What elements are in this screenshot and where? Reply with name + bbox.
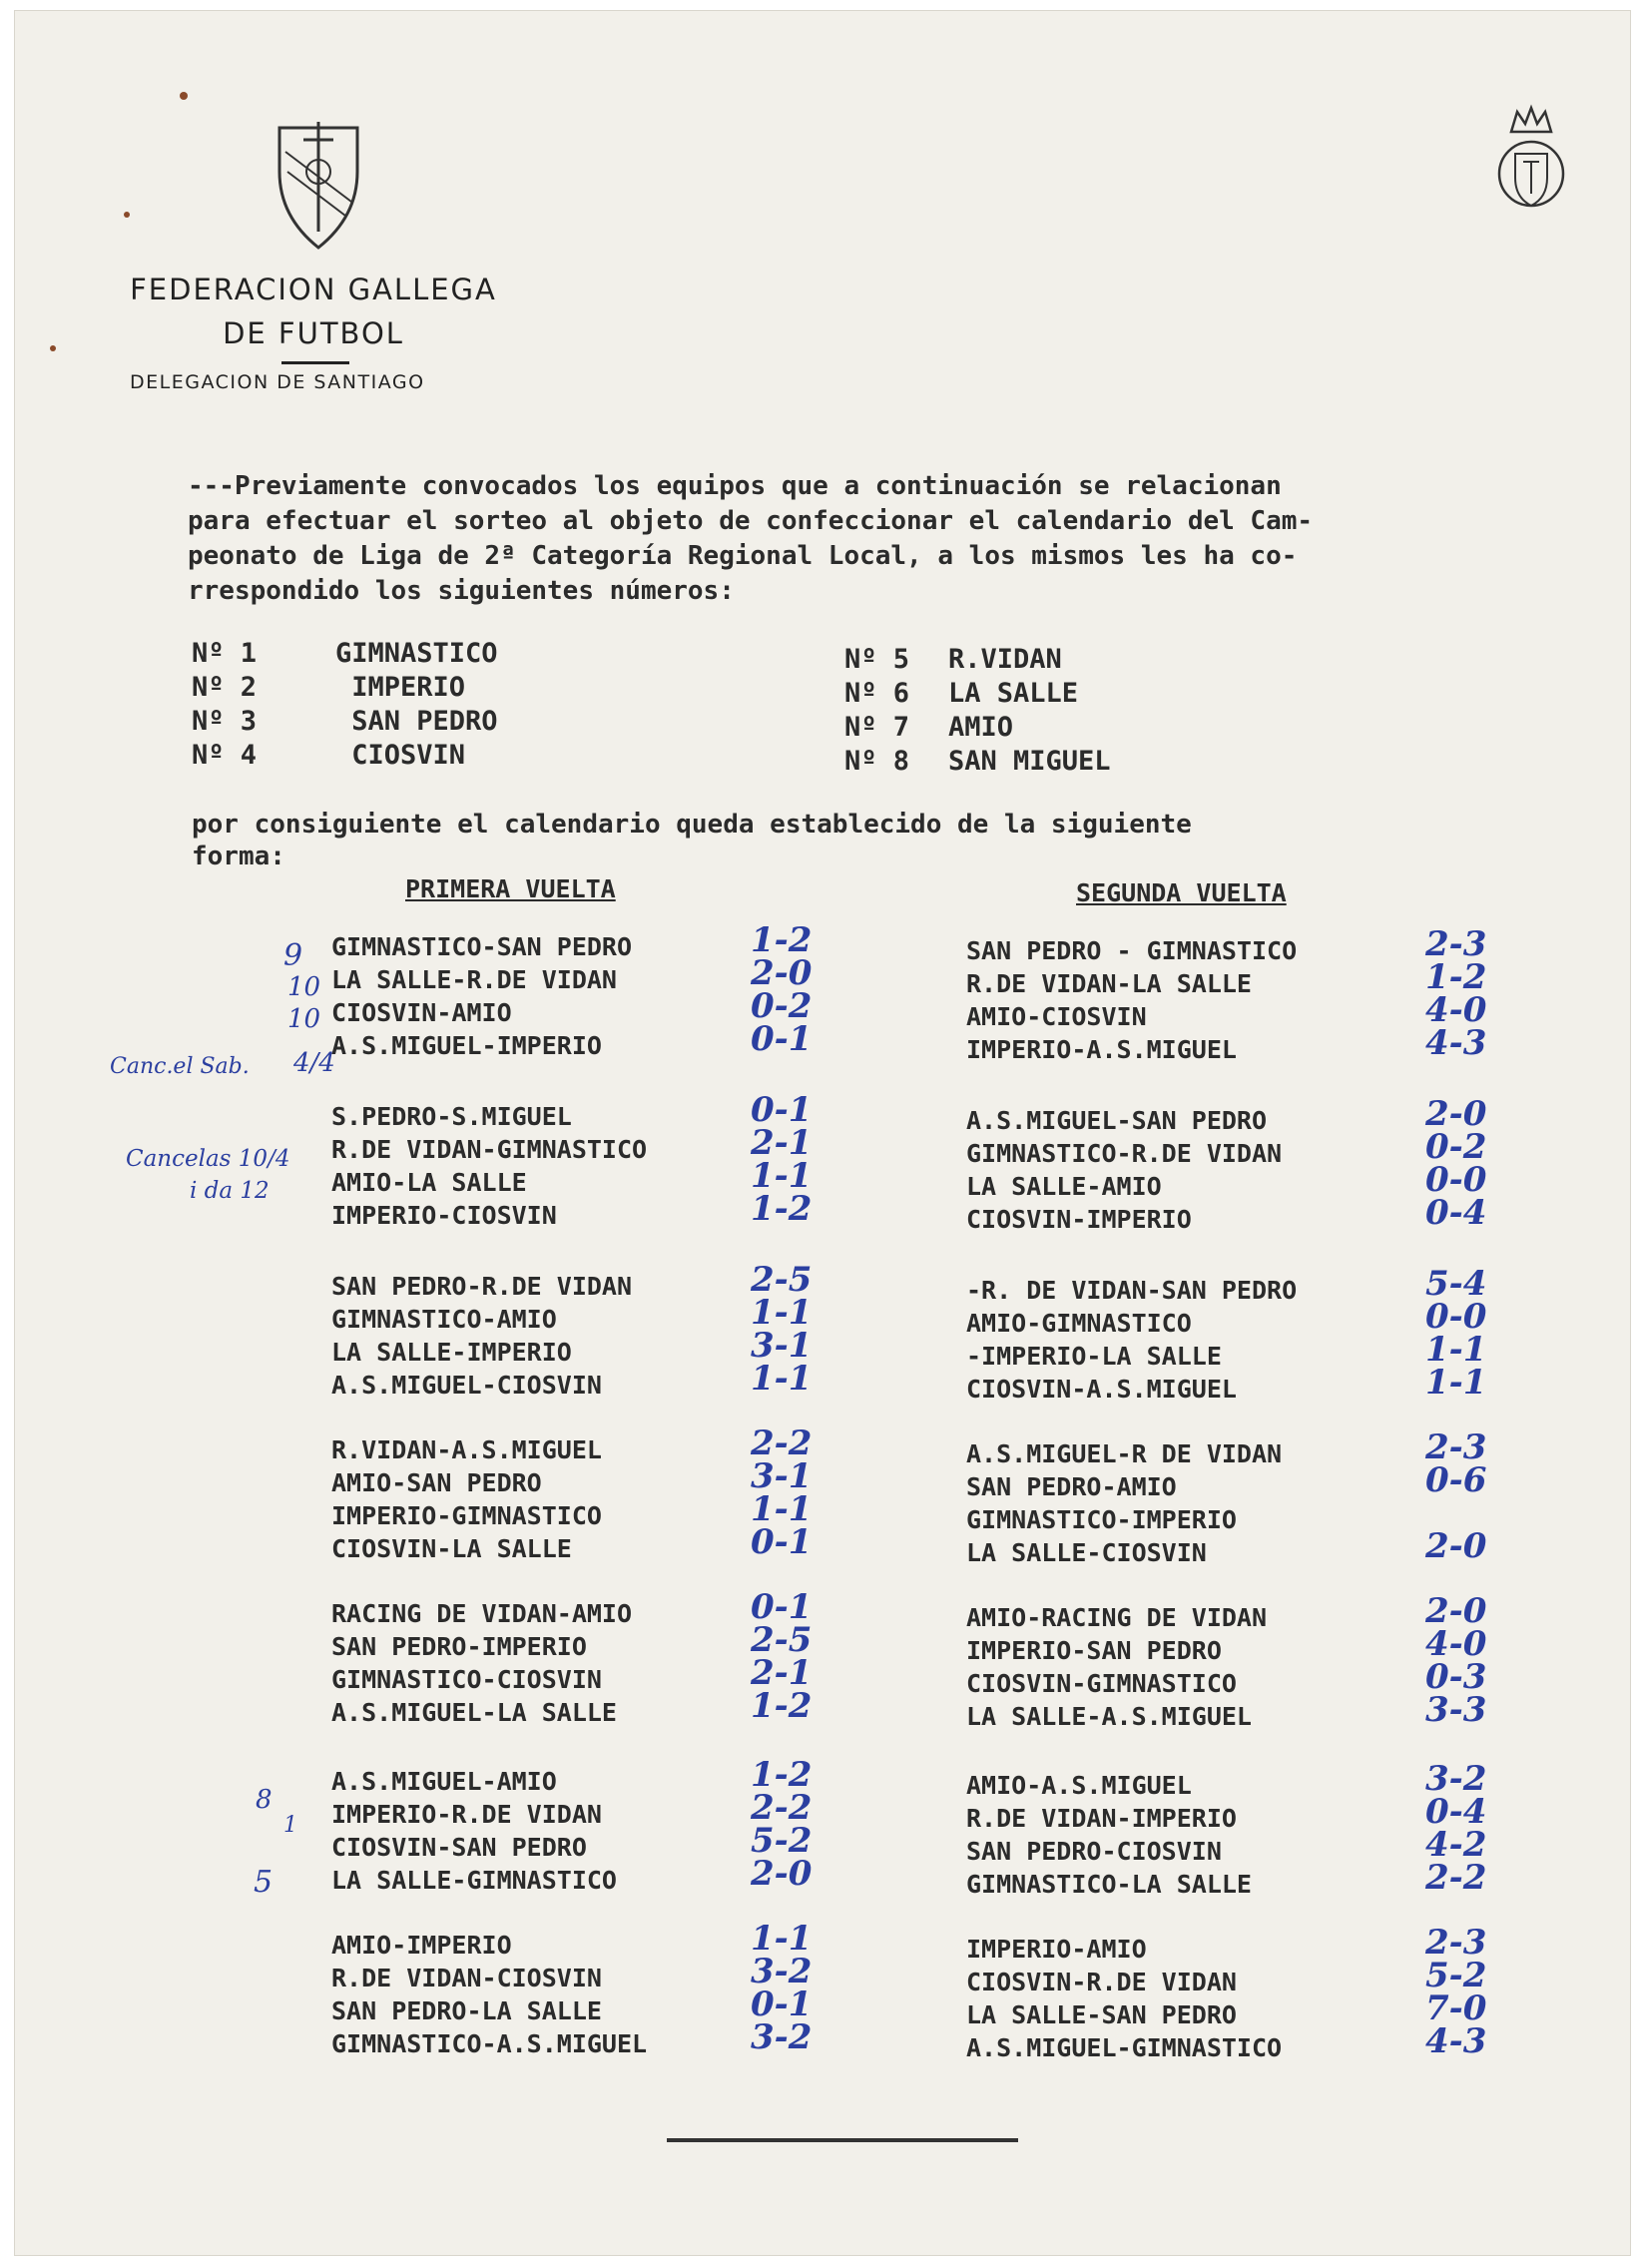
consiguiente-line: forma: [192, 842, 285, 871]
fixture-row [331, 1755, 813, 1798]
fixture-row [966, 1591, 1487, 1634]
margin-date-number: 9 [283, 938, 303, 973]
fixture-score: 2-3 [1425, 1427, 1487, 1467]
team-number: Nº 8 [844, 746, 910, 777]
fixture-round [966, 1759, 1487, 1901]
fixture-score: 5-4 [1425, 1264, 1487, 1304]
margin-date-number: 1 [283, 1813, 297, 1838]
fixture-round [331, 1755, 813, 1897]
team-number: Nº 3 [192, 706, 258, 737]
fixture-match: A.S.MIGUEL-R DE VIDAN [966, 1439, 1283, 1468]
fixture-match: R.DE VIDAN-LA SALLE [966, 969, 1252, 998]
team-numbers-left [192, 637, 498, 773]
fixture-score: 0-3 [1425, 1657, 1487, 1697]
fixture-match: AMIO-RACING DE VIDAN [966, 1603, 1268, 1632]
fixture-row [966, 924, 1487, 967]
fixture-round [966, 1094, 1487, 1236]
fixture-row [966, 990, 1487, 1033]
fixture-row [331, 1423, 813, 1466]
fixture-score: 1-2 [1425, 957, 1487, 997]
fixture-match: CIOSVIN-AMIO [331, 998, 512, 1027]
fixture-score: 2-2 [751, 1788, 813, 1828]
fixture-round [966, 1427, 1487, 1569]
margin-cancellation-note: Cancelas 10/4 [126, 1146, 290, 1172]
fixture-score: 0-4 [1425, 1792, 1487, 1832]
fixture-score: 0-1 [751, 1522, 813, 1562]
margin-date-number: 8 [256, 1785, 273, 1815]
fixture-row [331, 1821, 813, 1864]
fixture-match: AMIO-SAN PEDRO [331, 1468, 542, 1497]
fixture-score: 0-4 [1425, 1193, 1487, 1233]
fixture-score: 4-3 [1425, 1023, 1487, 1063]
fixture-score: 5-2 [1425, 1956, 1487, 1995]
fixture-row [331, 1919, 813, 1962]
fixture-match: A.S.MIGUEL-GIMNASTICO [966, 2033, 1283, 2062]
fixture-score: 1-1 [1425, 1363, 1487, 1403]
fixture-match: A.S.MIGUEL-AMIO [331, 1767, 557, 1796]
fixture-match: SAN PEDRO-R.DE VIDAN [331, 1272, 633, 1301]
team-name: GIMNASTICO [335, 638, 498, 669]
fixture-match: AMIO-LA SALLE [331, 1168, 527, 1197]
fixture-row [966, 1988, 1487, 2031]
fixture-row [966, 1330, 1487, 1373]
fixture-score: 4-0 [1425, 1624, 1487, 1664]
fixture-row [966, 1160, 1487, 1203]
margin-date-number: 10 [287, 972, 321, 1002]
fixture-score: 0-1 [751, 1019, 813, 1059]
fixture-row [331, 1260, 813, 1303]
fixture-round [331, 1090, 813, 1232]
team-name: IMPERIO [335, 672, 466, 703]
fixture-score: 2-0 [751, 1854, 813, 1894]
team-name: R.VIDAN [948, 644, 1062, 675]
fixture-score: 0-1 [751, 1587, 813, 1627]
fixture-match: GIMNASTICO-LA SALLE [966, 1870, 1252, 1899]
fixture-row [331, 1189, 813, 1232]
intro-line: para efectuar el sorteo al objeto de confeccionar el calendario del Cam- [188, 506, 1314, 536]
margin-cancellation-note: i da 12 [190, 1178, 270, 1204]
closing-rule [667, 2138, 1018, 2142]
fixture-match: CIOSVIN-IMPERIO [966, 1205, 1192, 1234]
team-name: SAN PEDRO [335, 706, 498, 737]
team-number-row [844, 711, 1111, 745]
fixture-match: A.S.MIGUEL-LA SALLE [331, 1698, 617, 1727]
consiguiente-paragraph [192, 809, 1192, 872]
fixture-row [966, 957, 1487, 1000]
stain-mark [180, 92, 188, 100]
team-number-row [192, 671, 498, 705]
royal-crown-crest-logo [1493, 102, 1569, 214]
margin-date-number: 5 [254, 1865, 274, 1900]
fixture-match: RACING DE VIDAN-AMIO [331, 1599, 633, 1628]
fixture-match: IMPERIO-SAN PEDRO [966, 1636, 1222, 1665]
fixture-row [966, 1657, 1487, 1700]
fixture-match: CIOSVIN-A.S.MIGUEL [966, 1375, 1237, 1404]
fixture-score: 2-3 [1425, 924, 1487, 964]
fixture-score: 2-2 [751, 1423, 813, 1463]
fixture-score: 3-1 [751, 1326, 813, 1366]
intro-line: rrespondido los siguientes números: [188, 576, 735, 606]
fixture-round [966, 924, 1487, 1066]
fixture-match: LA SALLE-CIOSVIN [966, 1538, 1207, 1567]
primera-vuelta-header: PRIMERA VUELTA [405, 874, 616, 903]
fixture-row [966, 1526, 1487, 1569]
federation-name [114, 268, 513, 355]
fixture-score: 2-5 [751, 1260, 813, 1300]
fixture-row [966, 1264, 1487, 1307]
fixture-match: R.DE VIDAN-GIMNASTICO [331, 1135, 648, 1164]
fixture-row [331, 1620, 813, 1663]
fixture-score: 4-2 [1425, 1825, 1487, 1865]
fixture-row [966, 1503, 1282, 1536]
fixture-row [966, 1956, 1487, 1998]
intro-line: ---Previamente convocados los equipos que a continuación se relacionan [188, 471, 1282, 501]
team-number-row [192, 739, 498, 773]
fixture-round [966, 1591, 1487, 1733]
fixture-row [966, 1624, 1487, 1667]
fixture-score: 3-1 [751, 1456, 813, 1496]
fixture-row [331, 1326, 813, 1369]
fixture-row [331, 2017, 813, 2060]
fixture-row [331, 1489, 813, 1532]
fixture-score: 0-0 [1425, 1160, 1487, 1200]
team-number-row [844, 745, 1111, 779]
fixture-score: 2-5 [751, 1620, 813, 1660]
fixture-score: 1-2 [751, 920, 813, 960]
fixture-score: 0-2 [1425, 1127, 1487, 1167]
fixture-row [966, 1460, 1487, 1503]
fixture-match: LA SALLE-SAN PEDRO [966, 2000, 1237, 2029]
fixture-match: R.DE VIDAN-IMPERIO [966, 1804, 1237, 1833]
fixture-match: IMPERIO-R.DE VIDAN [331, 1800, 602, 1829]
fixture-match: A.S.MIGUEL-SAN PEDRO [966, 1106, 1268, 1135]
fixture-match: GIMNASTICO-A.S.MIGUEL [331, 2029, 648, 2058]
team-name: SAN MIGUEL [948, 746, 1111, 777]
fixture-score: 1-1 [751, 1489, 813, 1529]
federation-shield-logo [275, 122, 361, 252]
federation-name-line2: DE FUTBOL [223, 316, 404, 350]
fixture-row [966, 1193, 1487, 1236]
fixture-score: 0-6 [1425, 1460, 1487, 1500]
fixture-match: GIMNASTICO-AMIO [331, 1305, 557, 1334]
fixture-match: GIMNASTICO-CIOSVIN [331, 1665, 602, 1694]
fixture-round [331, 1587, 813, 1729]
fixture-match: LA SALLE-GIMNASTICO [331, 1866, 617, 1895]
fixture-match: AMIO-IMPERIO [331, 1931, 512, 1960]
fixture-score: 1-1 [1425, 1330, 1487, 1370]
fixture-score: 2-0 [1425, 1591, 1487, 1631]
fixture-match: GIMNASTICO-IMPERIO [966, 1505, 1237, 1534]
fixture-match: AMIO-A.S.MIGUEL [966, 1771, 1192, 1800]
fixture-match: AMIO-CIOSVIN [966, 1002, 1147, 1031]
team-number: Nº 2 [192, 672, 258, 703]
fixture-row [331, 1587, 813, 1630]
fixture-match: IMPERIO-CIOSVIN [331, 1201, 557, 1230]
federation-name-line1: FEDERACION GALLEGA [130, 273, 497, 306]
fixture-score: 7-0 [1425, 1988, 1487, 2028]
fixture-match: LA SALLE-IMPERIO [331, 1338, 572, 1367]
fixture-match: R.VIDAN-A.S.MIGUEL [331, 1435, 602, 1464]
fixture-score: 2-2 [1425, 1858, 1487, 1898]
fixture-row [331, 986, 813, 1029]
fixture-score: 0-0 [1425, 1297, 1487, 1337]
fixture-score: 1-1 [751, 1359, 813, 1399]
team-number: Nº 6 [844, 678, 910, 709]
fixture-row [966, 1363, 1487, 1406]
fixture-match: CIOSVIN-LA SALLE [331, 1534, 572, 1563]
fixture-round [331, 1423, 813, 1565]
fixture-match: CIOSVIN-SAN PEDRO [331, 1833, 587, 1862]
segunda-vuelta-header: SEGUNDA VUELTA [1076, 878, 1287, 907]
fixture-match: IMPERIO-A.S.MIGUEL [966, 1035, 1237, 1064]
fixture-match: -R. DE VIDAN-SAN PEDRO [966, 1276, 1298, 1305]
fixture-match: SAN PEDRO-IMPERIO [331, 1632, 587, 1661]
fixture-match: GIMNASTICO-SAN PEDRO [331, 932, 633, 961]
fixture-row [966, 1792, 1487, 1835]
fixture-row [966, 1825, 1487, 1868]
fixture-match: -IMPERIO-LA SALLE [966, 1342, 1222, 1371]
fixture-match: LA SALLE-A.S.MIGUEL [966, 1702, 1252, 1731]
intro-paragraph [188, 469, 1617, 609]
fixture-row [966, 1858, 1487, 1901]
letterhead-divider [281, 361, 349, 364]
margin-date-number: 10 [287, 1004, 321, 1034]
team-number-row [192, 705, 498, 739]
fixture-row [331, 1686, 813, 1729]
fixture-row [966, 1297, 1487, 1340]
fixture-row [331, 1359, 813, 1402]
fixture-match: SAN PEDRO - GIMNASTICO [966, 936, 1298, 965]
fixture-score: 0-2 [751, 986, 813, 1026]
fixture-score: 3-2 [1425, 1759, 1487, 1799]
fixture-round [966, 1923, 1487, 2064]
fixture-round [331, 1260, 813, 1402]
fixture-row [331, 1019, 813, 1062]
fixture-row [331, 920, 813, 963]
fixture-row [331, 1788, 813, 1831]
fixture-score: 3-2 [751, 1952, 813, 1991]
fixture-score: 2-1 [751, 1123, 813, 1163]
team-name: LA SALLE [948, 678, 1079, 709]
fixture-row [331, 1456, 813, 1499]
fixture-row [966, 1023, 1487, 1066]
fixture-match: AMIO-GIMNASTICO [966, 1309, 1192, 1338]
delegation-name: DELEGACION DE SANTIAGO [130, 371, 425, 393]
fixture-row [966, 1094, 1487, 1137]
fixture-match: IMPERIO-GIMNASTICO [331, 1501, 602, 1530]
fixture-row [331, 1984, 813, 2027]
fixture-round [966, 1264, 1487, 1406]
fixture-score: 1-1 [751, 1156, 813, 1196]
fixture-match: A.S.MIGUEL-IMPERIO [331, 1031, 602, 1060]
team-number-row [844, 677, 1111, 711]
team-number: Nº 1 [192, 638, 258, 669]
fixture-score: 2-0 [1425, 1526, 1487, 1566]
fixture-row [331, 1952, 813, 1994]
fixture-match: SAN PEDRO-LA SALLE [331, 1996, 602, 2025]
fixture-score: 1-2 [751, 1189, 813, 1229]
fixture-row [331, 1123, 813, 1166]
fixture-row [966, 1127, 1487, 1170]
fixture-match: S.PEDRO-S.MIGUEL [331, 1102, 572, 1131]
fixture-match: CIOSVIN-R.DE VIDAN [966, 1968, 1237, 1996]
fixture-round [331, 1919, 813, 2060]
fixture-row [331, 953, 813, 996]
fixture-score: 1-2 [751, 1686, 813, 1726]
team-number: Nº 4 [192, 740, 258, 771]
team-name: AMIO [948, 712, 1014, 743]
fixture-score: 3-3 [1425, 1690, 1487, 1730]
fixture-score: 3-2 [751, 2017, 813, 2057]
fixture-score: 1-2 [751, 1755, 813, 1795]
fixture-match: CIOSVIN-GIMNASTICO [966, 1669, 1237, 1698]
fixture-match: A.S.MIGUEL-CIOSVIN [331, 1371, 602, 1400]
margin-date-number: 4/4 [293, 1048, 335, 1078]
fixture-match: R.DE VIDAN-CIOSVIN [331, 1964, 602, 1992]
fixture-round [331, 920, 813, 1062]
fixture-row [331, 1090, 813, 1133]
fixture-row [331, 1156, 813, 1199]
stain-mark [50, 345, 56, 351]
margin-cancellation-note: Canc.el Sab. [110, 1054, 250, 1079]
fixture-score: 5-2 [751, 1821, 813, 1861]
fixture-row [966, 1427, 1487, 1470]
document-page [14, 10, 1631, 2256]
fixture-match: IMPERIO-AMIO [966, 1935, 1147, 1964]
fixture-score: 2-0 [751, 953, 813, 993]
team-number: Nº 5 [844, 644, 910, 675]
fixture-row [331, 1293, 813, 1336]
consiguiente-line: por consiguiente el calendario queda establecido de la siguiente [192, 810, 1192, 840]
team-number-row [844, 643, 1111, 677]
fixture-match: SAN PEDRO-AMIO [966, 1472, 1177, 1501]
fixture-match: LA SALLE-R.DE VIDAN [331, 965, 617, 994]
fixture-row [966, 1759, 1487, 1802]
fixture-score: 0-1 [751, 1984, 813, 2024]
fixture-score: 1-1 [751, 1919, 813, 1959]
fixture-match: GIMNASTICO-R.DE VIDAN [966, 1139, 1283, 1168]
intro-line: peonato de Liga de 2ª Categoría Regional Local, a los mismos les ha co- [188, 541, 1298, 571]
fixture-score: 0-1 [751, 1090, 813, 1130]
fixture-score: 1-1 [751, 1293, 813, 1333]
fixture-row [331, 1522, 813, 1565]
fixture-row [966, 1690, 1487, 1733]
fixture-score: 4-3 [1425, 2021, 1487, 2061]
fixture-row [966, 1923, 1487, 1966]
fixture-score: 2-3 [1425, 1923, 1487, 1963]
team-name: CIOSVIN [335, 740, 466, 771]
team-number-row [192, 637, 498, 671]
fixture-score: 2-1 [751, 1653, 813, 1693]
fixture-match: SAN PEDRO-CIOSVIN [966, 1837, 1222, 1866]
fixture-score: 4-0 [1425, 990, 1487, 1030]
fixture-match: LA SALLE-AMIO [966, 1172, 1162, 1201]
team-number: Nº 7 [844, 712, 910, 743]
fixture-row [331, 1854, 813, 1897]
fixture-row [331, 1653, 813, 1696]
team-numbers-right [844, 643, 1111, 779]
stain-mark [124, 212, 130, 218]
fixture-row [966, 2021, 1487, 2064]
fixture-score: 2-0 [1425, 1094, 1487, 1134]
